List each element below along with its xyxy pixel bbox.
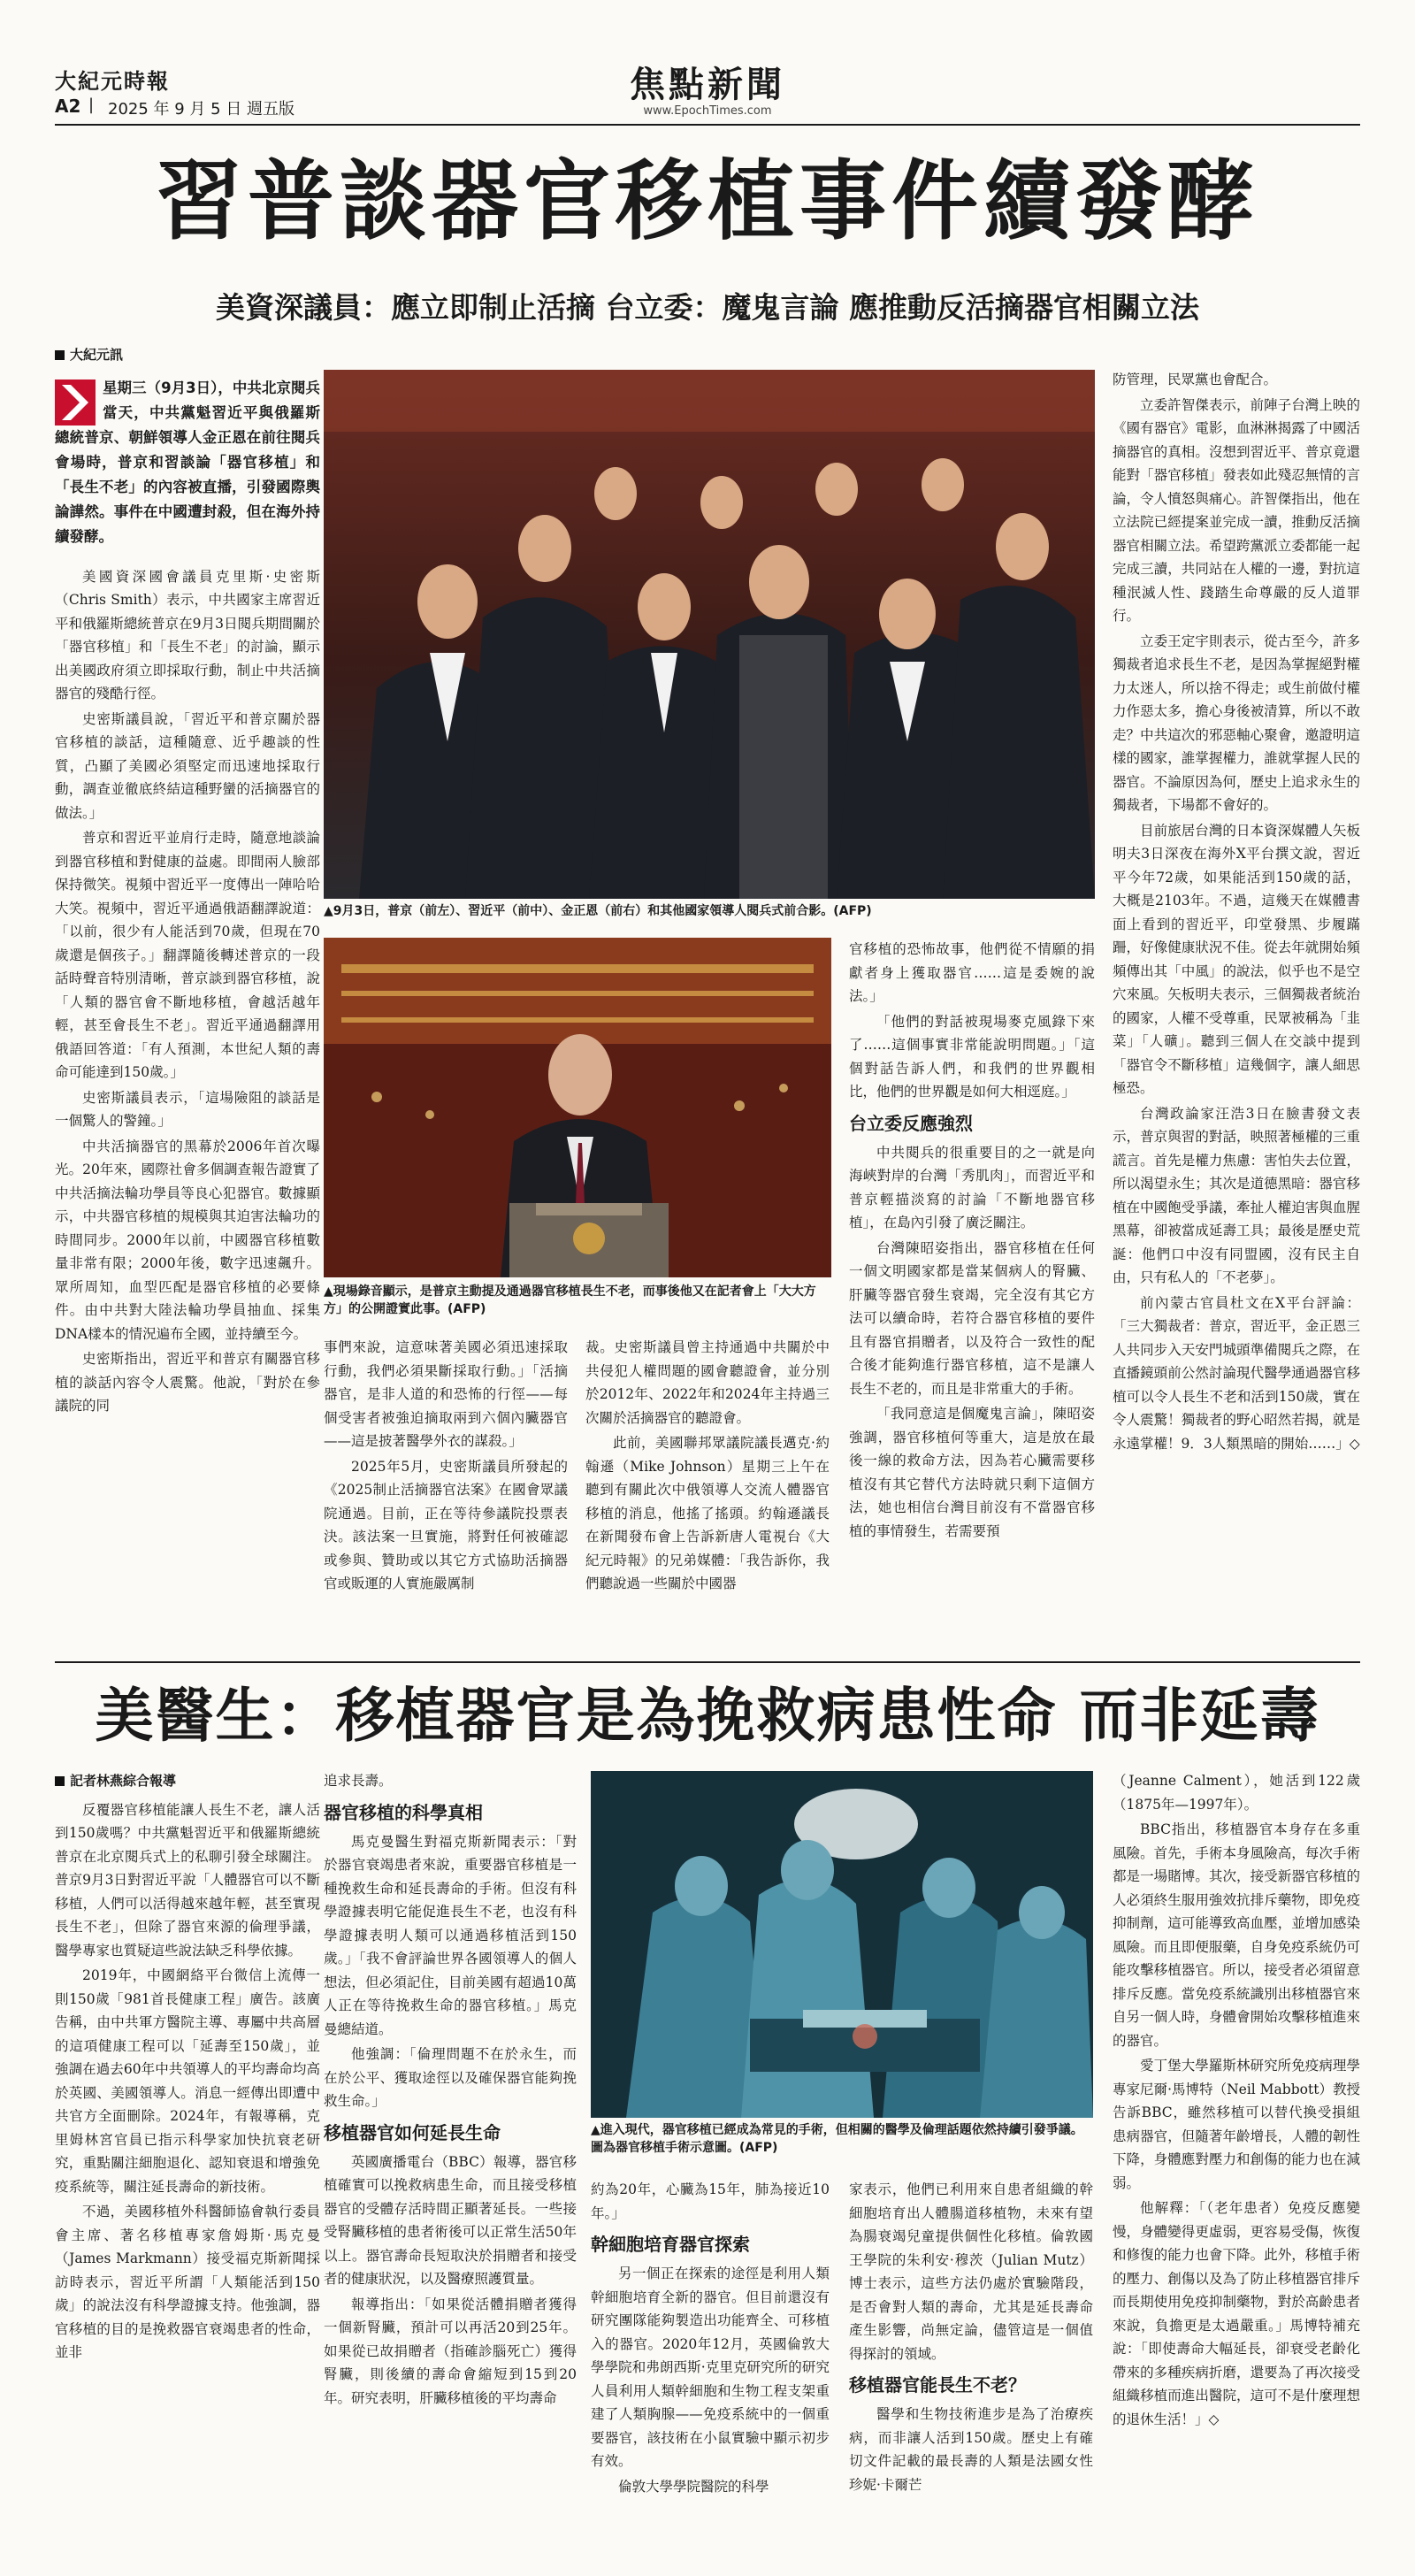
paragraph: 防管理，民眾黨也會配合。 — [1113, 372, 1278, 387]
headline-2: 美醫生：移植器官是為挽救病患性命 而非延壽 — [95, 1682, 1320, 1750]
photo-caption: ▲進入現代，器官移植已經成為常見的手術，但相關的醫學及倫理話題依然持續引發爭議。圖為器官移植手術示意圖。(AFP) — [591, 2123, 1083, 2155]
byline-square-icon — [55, 350, 65, 360]
paragraph: 官移植的恐怖故事，他們從不情願的捐獻者身上獲取器官……這是委婉的說法。」 — [849, 941, 1095, 1004]
photo-leaders-group — [324, 370, 1095, 899]
masthead-rule — [55, 124, 1360, 126]
paragraph: 台灣政論家汪浩3日在臉書發文表示，普京與習的對話，映照著極權的三重謊言。首先是權力焦慮：害怕失去位置，所以渴望永生；其次是道德黑暗：器官移植在中國飽受爭議，牽扯人權迫害與血腥黑幕，卻被當成延壽工具；最後是歷史荒誕：他們口中沒有同盟國，沒有民主自由，只有私人的「不老夢」。 — [1113, 1105, 1360, 1285]
paragraph: 2019年，中國網絡平台微信上流傳一則150歲「981首長健康工程」廣告。該廣告稱，由中共軍方醫院主導、專屬中共高層的這項健康工程可以「延壽至150歲」，並強調在過去60年中共領導人的平均壽命均高於英國、美國領導人。消息一經傳出即遭中共官方全面刪除。2024年，有報導稱，克里姆林宮官員已指示科學家加快抗衰老研究，重點關注細胞退化、認知衰退和增強免疫系統等，關注延長壽命的新技術。 — [55, 1967, 320, 2195]
headline: 習普談器官移植事件續發酵 — [155, 150, 1259, 252]
separator: | — [88, 96, 95, 114]
lead-paragraph: 星期三（9月3日），中共北京閱兵當天，中共黨魁習近平與俄羅斯總統普京、朝鮮領導人金正恩在前往閱兵會場時，普京和習談論「器官移植」和「長生不老」的內容被直播，引發國際輿論譁然。事件在中國遭封殺，但在海外持續發酵。 — [55, 379, 320, 545]
paragraph: 馬克曼醫生對福克斯新聞表示：「對於器官衰竭患者來說，重要器官移植是一種挽救生命和延長壽命的手術。但沒有科學證據表明它能促進長生不老，也沒有科學證據表明人類可以通過移植活到150歲。」「我不會評論世界各國領導人的個人想法，但必須記住，目前美國有超過10萬人正在等待挽救生命的器官移植。」馬克曼總結道。 — [324, 1833, 577, 2037]
paragraph: 台灣陳昭姿指出，器官移植在任何一個文明國家都是當某個病人的腎臟、肝臟等器官發生衰竭，完全沒有其它方法可以續命時，若符合器官移植的要件且有器官捐贈者，以及符合一致性的配合後才能夠進行器官移植，這不是讓人長生不老的，而且是非常重大的手術。 — [849, 1239, 1095, 1397]
paragraph: 中共閱兵的很重要目的之一就是向海峽對岸的台灣「秀肌肉」，而習近平和普京輕描淡寫的討論「不斷地器官移植」，在島內引發了廣泛關注。 — [849, 1144, 1095, 1230]
story1-column-3 — [585, 1336, 830, 1598]
paragraph: 2025年5月，史密斯議員所發起的《2025制止活摘器官法案》在國會眾議院通過。目前，正在等待參議院投票表決。該法案一旦實施，將對任何被確認或參與、贊助或以其它方式協助活摘器官或販運的人實施嚴厲制 — [324, 1458, 568, 1591]
subheading: 器官移植的科學真相 — [324, 1801, 483, 1823]
paragraph: 事們來說，這意味著美國必須迅速採取行動，我們必須果斷採取行動。」「活摘器官，是非人道的和恐怖的行徑——每個受害者被強迫摘取兩到六個內臟器官——這是披著醫學外衣的謀殺。」 — [324, 1339, 568, 1449]
story1-column-2 — [324, 1336, 568, 1598]
paragraph: 約為20年，心臟為15年，肺為接近10年。」 — [591, 2181, 830, 2221]
paragraph: 另一個正在探索的途徑是利用人類幹細胞培育全新的器官。但目前還沒有研究團隊能夠製造出功能齊全、可移植入的器官。2020年12月，英國倫敦大學學院和弗朗西斯·克里克研究所的研究人員利用人類幹細胞和生物工程支架重建了人類胸腺——免疫系統中的一個重要器官，該技術在小鼠實驗中顯示初步有效。 — [591, 2266, 830, 2469]
paragraph: 不過，美國移植外科醫師協會執行委員會主席、著名移植專家詹姆斯·馬克曼（James Markmann）接受福克斯新聞採訪時表示，習近平所謂「人類能活到150歲」的說法沒有科學證據支持。他強調，器官移植的目的是挽救器官衰竭患者的性命，並非 — [55, 2204, 320, 2360]
paragraph: BBC指出，移植器官本身存在多重風險。首先，手術本身風險高，每次手術都是一場賭博。其次，接受新器官移植的人必須終生服用強效抗排斥藥物，即免疫抑制劑，這可能導致高血壓，並增加感染風險。而且即便服藥，自身免疫系統仍可能攻擊移植器官。所以，接受者必須留意排斥反應。當免疫系統識別出移植器官來自另一個人時，身體會開始攻擊移植進來的器官。 — [1113, 1821, 1360, 2049]
story2-column-5 — [1113, 1769, 1360, 2433]
website: www.EpochTimes.com — [643, 104, 772, 118]
story2-column-1 — [55, 1769, 320, 2366]
paragraph: 史密斯議員說，「習近平和普京關於器官移植的談話，這種隨意、近乎趣談的性質，凸顯了美國必須堅定而迅速地採取行動，調查並徹底終結這種野蠻的活摘器官的做法。」 — [55, 710, 320, 821]
story-divider — [55, 1661, 1360, 1663]
paragraph: 「他們的對話被現場麥克風錄下來了……這個事實非常能說明問題。」「這個對話告訴人們，和我們的世界觀相比，他們的世界觀是如何大相逕庭。」 — [849, 1013, 1095, 1100]
lead-arrow-icon — [55, 380, 96, 426]
paper-logo: 大紀元時報 — [55, 69, 170, 94]
paragraph: 反覆器官移植能讓人長生不老，讓人活到150歲嗎？中共黨魁習近平和俄羅斯總統普京在北京閱兵式上的私聊引發全球關注。普京9月3日對習近平說「人體器官可以不斷移植，人們可以活得越來越年輕，甚至實現長生不老」，但除了器官來源的倫理爭議，醫學專家也質疑這些說法缺乏科學依據。 — [55, 1801, 320, 1959]
section-title: 焦點新聞 — [630, 65, 785, 105]
paragraph: 史密斯議員表示，「這場險阻的談話是一個驚人的警鐘。」 — [55, 1089, 320, 1129]
photo-caption: ▲9月3日，普京（前左）、習近平（前中）、金正恩（前右）和其他國家領導人閱兵式前合影。(AFP) — [324, 904, 872, 918]
paragraph: 裁。史密斯議員曾主持通過中共關於中共侵犯人權問題的國會聽證會，並分別於2012年、2022年和2024年主持過三次關於活摘器官的聽證會。 — [585, 1339, 830, 1426]
paragraph: 前內蒙古官員杜文在X平台評論：「三大獨裁者：普京，習近平，金正恩三人共同步入天安門城頭準備閱兵之際，在直播鏡頭前公然討論現代醫學通過器官移植可以令人長生不老和活到150歲，實在令人震驚！獨裁者的野心昭然若揭，就是永遠掌權！9．3人類黑暗的開始……」◇ — [1113, 1294, 1360, 1452]
story1-column-1 — [55, 343, 320, 1420]
issue-date: 2025 年 9 月 5 日 週五版 — [108, 100, 295, 119]
paragraph: 報導指出：「如果從活體捐贈者獲得一個新腎臟，預計可以再活20到25年。如果從已故捐贈者（指確診腦死亡）獲得腎臟，則後續的壽命會縮短到15到20年。研究表明，肝臟移植後的平均壽命 — [324, 2296, 577, 2406]
photo-surgery — [591, 1771, 1093, 2118]
paragraph: （Jeanne Calment），她活到122歲（1875年—1997年）。 — [1113, 1773, 1360, 1813]
paragraph: 普京和習近平並肩行走時，隨意地談論到器官移植和對健康的益處。即間兩人臉部保持微笑。視頻中習近平一度傳出一陣哈哈大笑。視頻中，習近平通過俄語翻譯說道：「以前，很少有人能活到70歲，但現在70歲還是個孩子。」翻譯隨後轉述普京的一段話時聲音特別清晰，普京談到器官移植，說「人類的器官會不斷地移植，會越活越年輕，甚至會長生不老」。習近平通過翻譯用俄語回答道：「有人預測，本世紀人類的壽命可能達到150歲。」 — [55, 830, 320, 1080]
subheading-taiwan: 台立委反應強烈 — [849, 1112, 973, 1134]
subheading: 幹細胞培育器官探索 — [591, 2234, 750, 2255]
story2-column-3 — [591, 2178, 830, 2500]
paragraph: 他解釋：「（老年患者）免疫反應變慢，身體變得更虛弱，更容易受傷，恢復和修復的能力也會下降。此外，移植手術的壓力、創傷以及為了防止移植器官排斥而長期使用免疫抑制藥物，對於高齡患者來說，負擔更是太過嚴重。」馬博特補充說：「即使壽命大幅延長，卻衰受老齡化帶來的多種疾病折磨，還要為了再次接受組織移植而進出醫院，這可不是什麼理想的退休生活！」◇ — [1113, 2200, 1360, 2427]
paragraph: 醫學和生物技術進步是為了治療疾病，而非讓人活到150歲。歷史上有確切文件記載的最長壽的人類是法國女性珍妮·卡爾芒 — [849, 2406, 1093, 2493]
photo-caption: ▲現場錄音顯示，是普京主動提及通過器官移植長生不老，而事後他又在記者會上「大大方方」的公開證實此事。(AFP) — [324, 1284, 816, 1316]
story1-column-5 — [1113, 368, 1360, 1457]
byline: 大紀元訊 — [55, 343, 320, 367]
byline-square-icon — [55, 1776, 65, 1786]
paragraph: 家表示，他們已利用來自患者組織的幹細胞培育出人體腸道移植物，未來有望為腸衰竭兒童提供個性化移植。倫敦國王學院的朱利安·穆茨（Julian Mutz）博士表示，這些方法仍處於實驗階段，是否會對人類的壽命，尤其是延長壽命產生影響，尚無定論，儘管這是一個值得探討的領域。 — [849, 2181, 1093, 2362]
subheading: 移植器官能長生不老？ — [849, 2374, 1026, 2396]
paragraph: 追求長壽。 — [324, 1773, 393, 1789]
paragraph: 他強調：「倫理問題不在於永生，而在於公平、獲取途徑以及確保器官能夠挽救生命。」 — [324, 2046, 577, 2109]
subheading: 移植器官如何延長生命 — [324, 2121, 501, 2143]
paragraph: 「我同意這是個魔鬼言論」，陳昭姿強調，器官移植何等重大，這是放在最後一線的救命方法，因為若心臟需要移植沒有其它替代方法時就只剩下這個方法，她也相信台灣目前沒有不當器官移植的事情發生，若需要預 — [849, 1406, 1095, 1539]
story2-column-4 — [849, 2178, 1093, 2498]
paragraph: 史密斯指出，習近平和普京有關器官移植的談話內容令人震驚。他說，「對於在參議院的同 — [55, 1351, 320, 1414]
paragraph: 目前旅居台灣的日本資深媒體人矢板明夫3日深夜在海外X平台撰文說，習近平今年72歲，如果能活到150歲的話，大概是2103年。不過，這幾天在媒體書面上看到的習近平，印堂發黑、步履蹣跚，好像健康狀況不佳。從去年就開始頻頻傳出其「中風」的說法，似乎也不是空穴來風。矢板明夫表示，三個獨裁者統治的國家，人權不受尊重，民眾被稱為「韭菜」「人礦」。聽到三個人在交談中提到「器官令不斷移植」這幾個字，讓人細思極恐。 — [1113, 822, 1360, 1096]
story2-column-2 — [324, 1769, 577, 2411]
paragraph: 美國資深國會議員克里斯·史密斯（Chris Smith）表示，中共國家主席習近平和俄羅斯總統普京在9月3日閱兵期間關於「器官移植」和「長生不老」的討論，顯示出美國政府須立即採取行動，制止中共活摘器官的殘酷行徑。 — [55, 568, 320, 702]
paragraph: 英國廣播電台（BBC）報導，器官移植確實可以挽救病患生命，而且接受移植器官的受體存活時間正顯著延長。一些接受腎臟移植的患者術後可以正常生活50年以上。器官壽命長短取決於捐贈者和接受者的健康狀況，以及醫療照護質量。 — [324, 2153, 577, 2287]
paragraph: 愛丁堡大學羅斯林研究所免疫病理學專家尼爾·馬博特（Neil Mabbott）教授告訴BBC，雖然移植可以替代換受損組患病器官，但隨著年齡增長，人體的韌性下降，身體應對壓力和創傷的能力也在減弱。 — [1113, 2058, 1360, 2191]
paragraph: 中共活摘器官的黑幕於2006年首次曝光。20年來，國際社會多個調查報告證實了中共活摘法輪功學員等良心犯器官。數據顯示，中共器官移植的規模與其迫害法輪功的時間同步。2000年以前，中國器官移植數量非常有限；2000年後，數字迅速飆升。眾所周知，血型匹配是器官移植的必要條件。由中共對大陸法輪功學員抽血、採集DNA樣本的情況遍布全國，並持續至今。 — [55, 1138, 320, 1342]
subheadline: 美資深議員：應立即制止活摘 台立委：魔鬼言論 應推動反活摘器官相關立法 — [216, 290, 1199, 325]
byline: 記者林燕綜合報導 — [55, 1769, 320, 1793]
story1-column-4 — [849, 938, 1095, 1545]
photo-putin-podium — [324, 938, 831, 1277]
paragraph: 立委王定宇則表示，從古至今，許多獨裁者追求長生不老，是因為掌握絕對權力太迷人，所以捨不得走；或生前做付權力作惡太多，擔心身後被清算，所以不敢走？中共這次的邪惡軸心聚會，邀證明這樣的國家，誰掌握權力，誰就掌握人民的器官。不論原因為何，歷史上追求永生的獨裁者，下場都不會好的。 — [1113, 632, 1360, 813]
paragraph: 立委許智傑表示，前陣子台灣上映的《國有器官》電影，血淋淋揭露了中國活摘器官的真相。沒想到習近平、普京竟還能對「器官移植」發表如此殘忍無情的言論，令人憤怒與痛心。許智傑指出，他在立法院已經提案並完成一讀，推動反活摘器官相關立法。希望跨黨派立委都能一起完成三讀，共同站在人權的一邊，對抗這種泯滅人性、踐踏生命尊嚴的反人道罪行。 — [1113, 396, 1360, 624]
paragraph: 此前，美國聯邦眾議院議長邁克·約翰遜（Mike Johnson）星期三上午在聽到有關此次中俄領導人交流人體器官移植的消息，他搖了搖頭。約翰遜議長在新聞發布會上告訴新唐人電視台《大紀元時報》的兄弟媒體：「我告訴你，我們聽說過一些關於中國器 — [585, 1435, 830, 1591]
page-number: A2 — [55, 96, 81, 117]
paragraph: 倫敦大學學院醫院的科學 — [618, 2478, 769, 2495]
